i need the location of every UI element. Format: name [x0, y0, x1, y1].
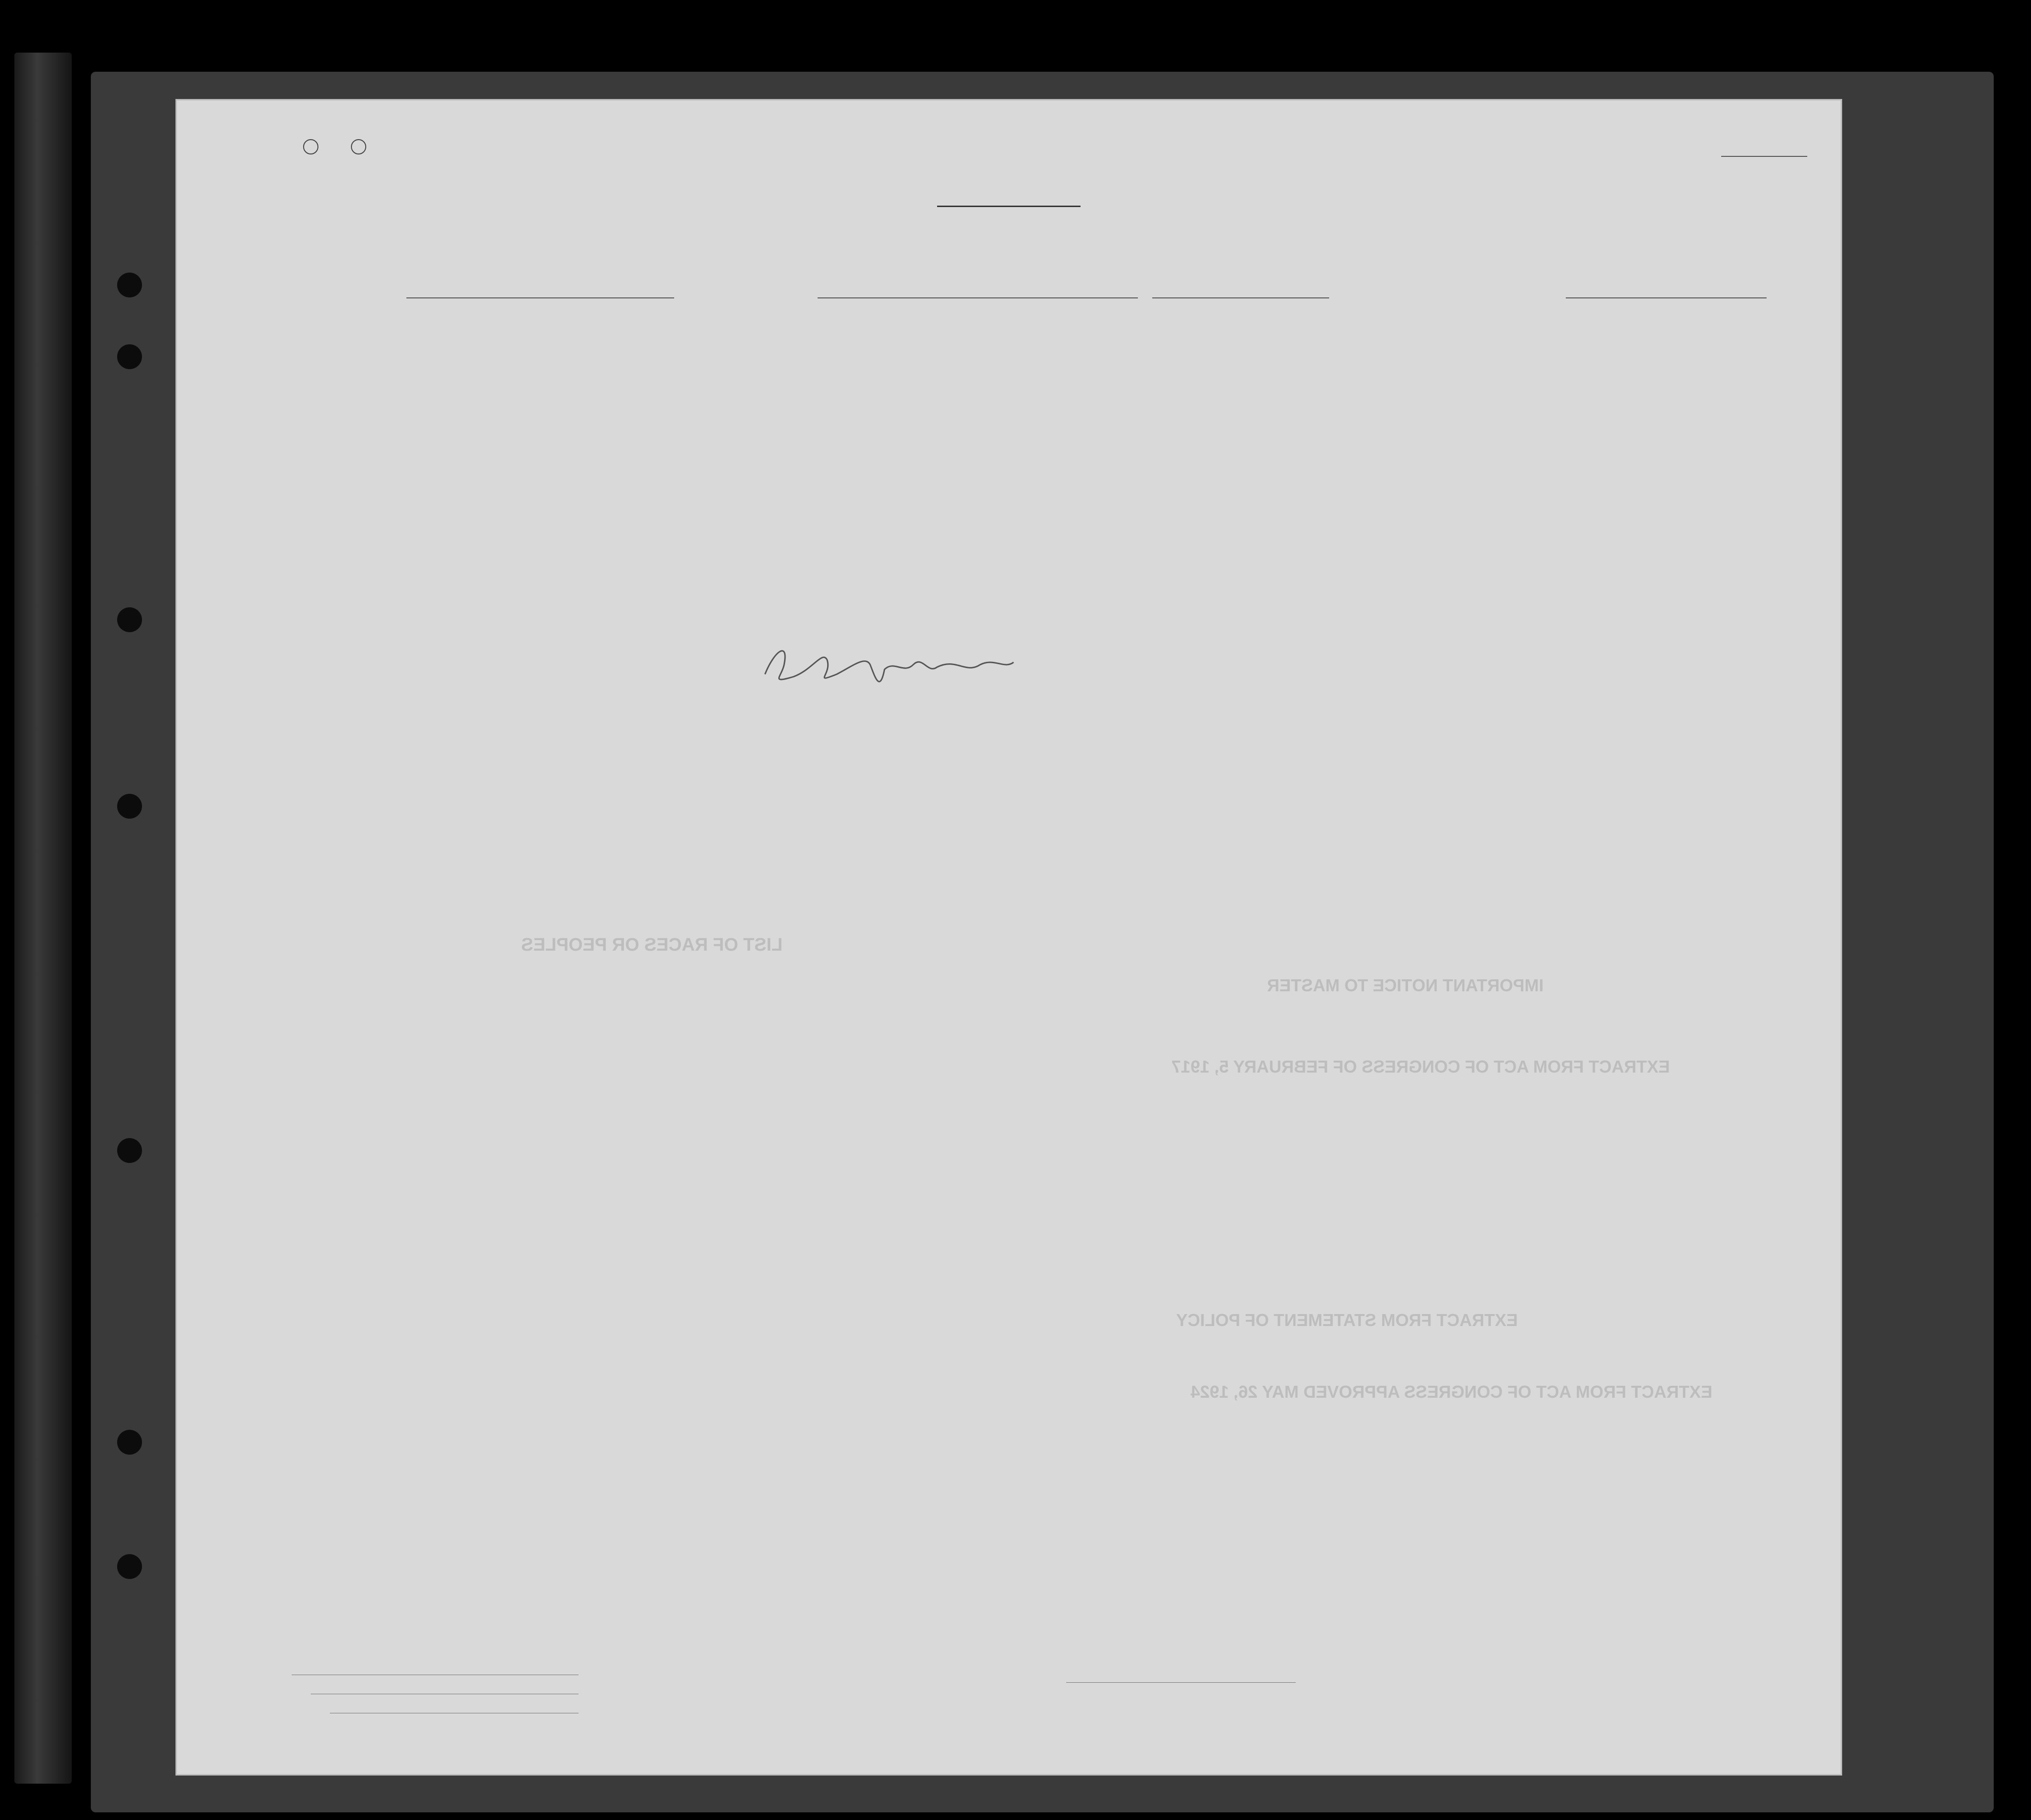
bleed-through-text: EXTRACT FROM STATEMENT OF POLICY [1176, 1310, 1518, 1330]
sheet-no-line [1721, 156, 1807, 157]
seal-icon [287, 139, 382, 155]
bleed-through-text: EXTRACT FROM ACT OF CONGRESS OF FEBRUARY 5, 1917 [1171, 1057, 1670, 1076]
bleed-through-text: LIST OF RACES OR PEOPLES [521, 935, 783, 955]
punch-hole [117, 794, 142, 819]
punch-hole [117, 607, 142, 632]
title-rule [937, 206, 1081, 207]
punch-hole [117, 273, 142, 297]
punch-hole [117, 1554, 142, 1579]
bleed-through-text: EXTRACT FROM ACT OF CONGRESS APPROVED MAY 26, 1924 [1190, 1382, 1713, 1402]
crew-table [196, 313, 1817, 1710]
form-info [253, 139, 416, 158]
bleed-through-text: IMPORTANT NOTICE TO MASTER [1267, 976, 1544, 995]
punch-hole [117, 344, 142, 369]
inspector-signature [755, 631, 1023, 703]
binder-edge [14, 53, 72, 1784]
punch-hole [117, 1138, 142, 1163]
punch-hole [117, 1430, 142, 1455]
manifest-sheet [177, 100, 1841, 1774]
vessel-row [177, 273, 1841, 301]
